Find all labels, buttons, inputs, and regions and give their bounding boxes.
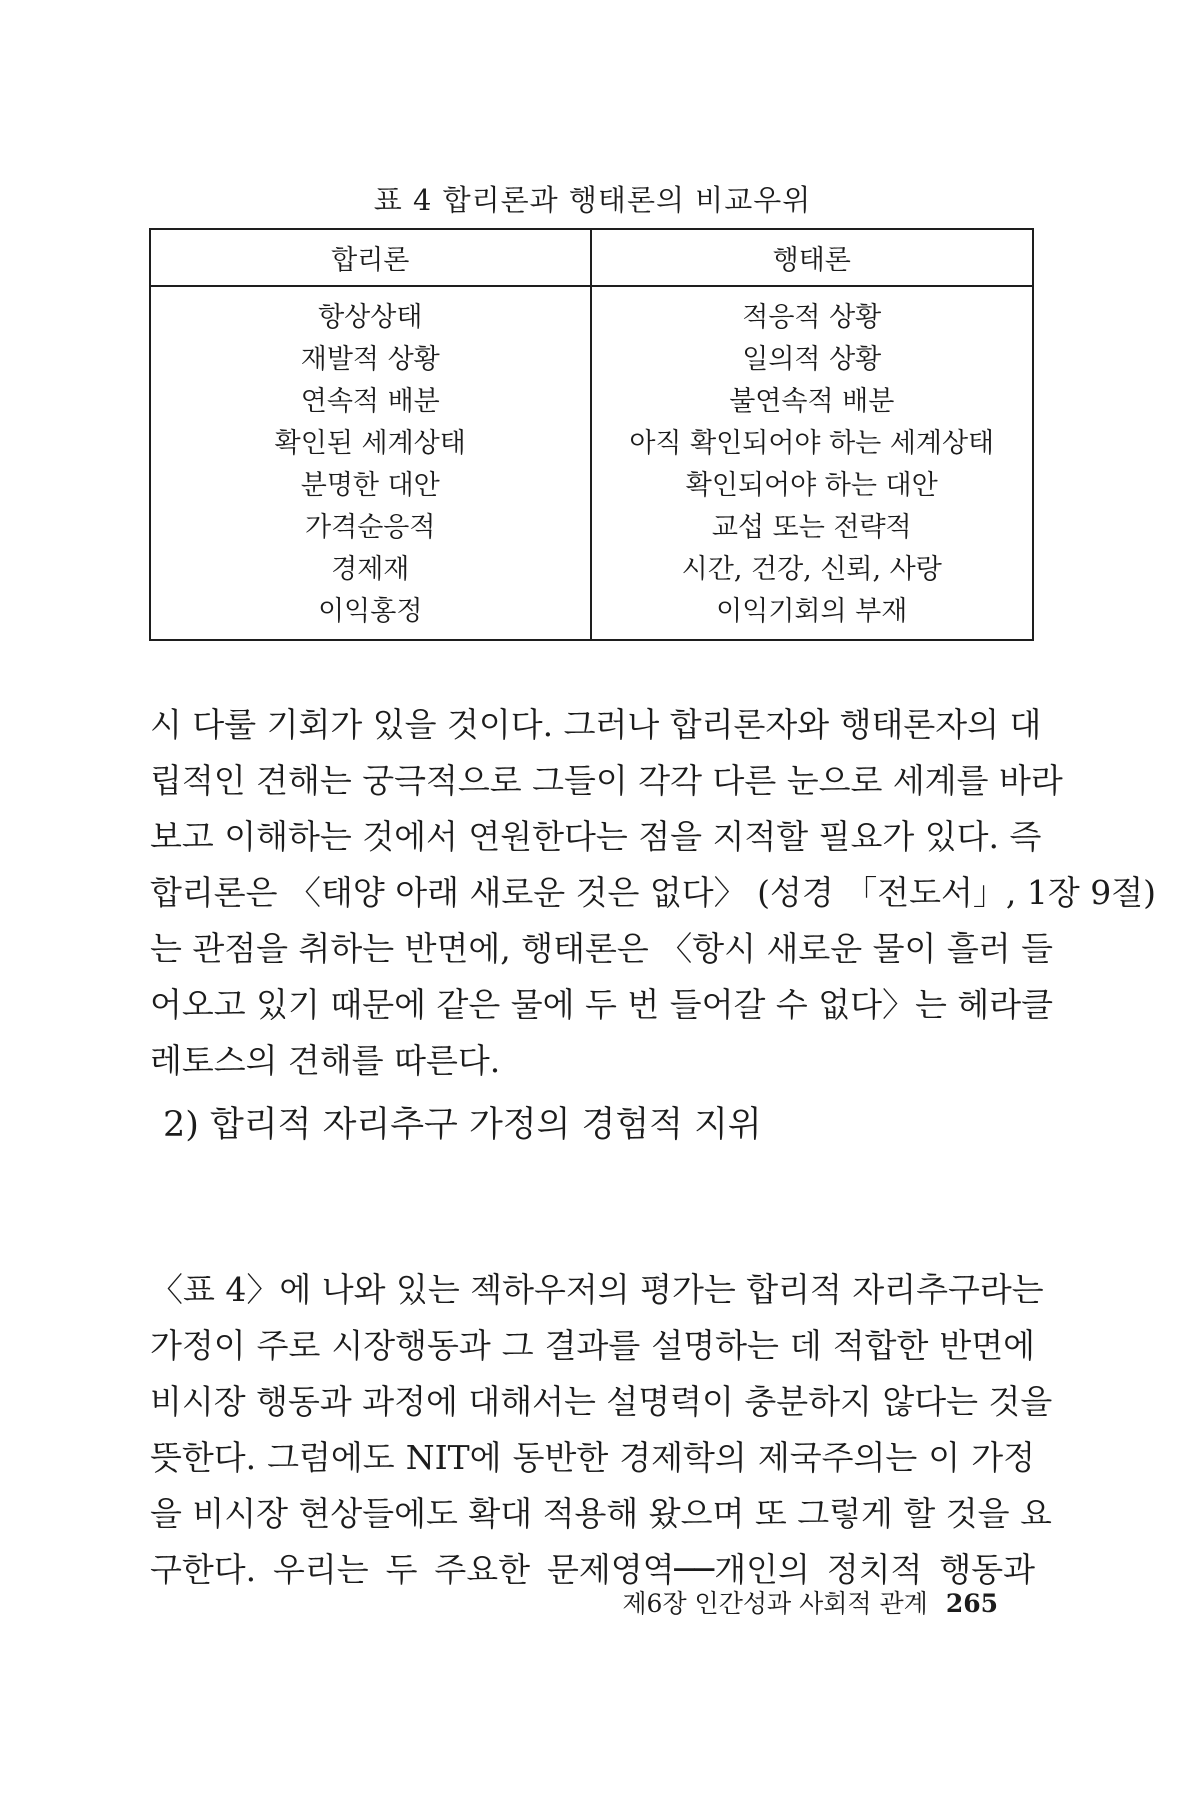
text-line: 구한다. 우리는 두 주요한 문제영역──개인의 정치적 행동과 <box>150 1550 1035 1589</box>
table-cell: 확인된 세계상태 <box>274 428 466 459</box>
table-cell: 불연속적 배분 <box>729 386 895 417</box>
text-line: 을 비시장 현상들에도 확대 적용해 왔으며 또 그렇게 할 것을 요 <box>150 1494 1052 1533</box>
text-line: 보고 이해하는 것에서 연원한다는 점을 지적할 필요가 있다. 즉 <box>150 817 1042 856</box>
body-paragraph-2 <box>150 1262 1053 1598</box>
text-line: 합리론은 〈태양 아래 새로운 것은 없다〉 (성경 「전도서」, 1장 9절) <box>150 873 1156 912</box>
comparison-table <box>149 228 1034 641</box>
table-cell: 이익기회의 부재 <box>716 596 908 627</box>
page-number: 265 <box>945 1589 998 1618</box>
text-line: 뜻한다. 그럼에도 NIT에 동반한 경제학의 제국주의는 이 가정 <box>150 1438 1035 1477</box>
text-line: 어오고 있기 때문에 같은 물에 두 번 들어갈 수 없다〉는 헤라클 <box>150 985 1053 1024</box>
table-column-behavioral <box>592 287 1033 639</box>
chapter-title: 제6장 인간성과 사회적 관계 <box>622 1589 928 1618</box>
table-cell: 적응적 상황 <box>742 302 882 333</box>
table-cell: 시간, 건강, 신뢰, 사랑 <box>681 554 942 585</box>
section-heading: 2) 합리적 자리추구 가정의 경험적 지위 <box>163 1105 762 1145</box>
table-cell: 교섭 또는 전략적 <box>711 512 912 543</box>
page-footer <box>622 1584 998 1620</box>
table-header-behavioral: 행태론 <box>592 230 1033 287</box>
table-caption: 표 4 합리론과 행태론의 비교우위 <box>373 183 812 217</box>
table-header-rational: 합리론 <box>151 230 592 287</box>
table-cell: 일의적 상황 <box>742 344 882 375</box>
table-cell: 확인되어야 하는 대안 <box>685 470 938 501</box>
table-cell: 분명한 대안 <box>300 470 440 501</box>
text-line: 립적인 견해는 궁극적으로 그들이 각각 다른 눈으로 세계를 바라 <box>150 761 1063 800</box>
table-cell: 항상상태 <box>318 302 423 333</box>
text-line: 〈표 4〉에 나와 있는 젝하우저의 평가는 합리적 자리추구라는 <box>150 1270 1044 1309</box>
table-cell: 아직 확인되어야 하는 세계상태 <box>629 428 995 459</box>
table-cell: 가격순응적 <box>305 512 436 543</box>
table-cell: 재발적 상황 <box>300 344 440 375</box>
text-line: 가정이 주로 시장행동과 그 결과를 설명하는 데 적합한 반면에 <box>150 1326 1035 1365</box>
text-line: 비시장 행동과 과정에 대해서는 설명력이 충분하지 않다는 것을 <box>150 1382 1053 1421</box>
text-line: 레토스의 견해를 따른다. <box>150 1041 501 1080</box>
text-line: 는 관점을 취하는 반면에, 행태론은 〈항시 새로운 물이 흘러 들 <box>150 929 1053 968</box>
table-cell: 연속적 배분 <box>300 386 440 417</box>
table-cell: 경제재 <box>331 554 410 585</box>
table-column-rational <box>151 287 592 639</box>
body-paragraph-1 <box>150 697 1156 1089</box>
text-line: 시 다룰 기회가 있을 것이다. 그러나 합리론자와 행태론자의 대 <box>150 705 1042 744</box>
table-cell: 이익홍정 <box>318 596 423 627</box>
